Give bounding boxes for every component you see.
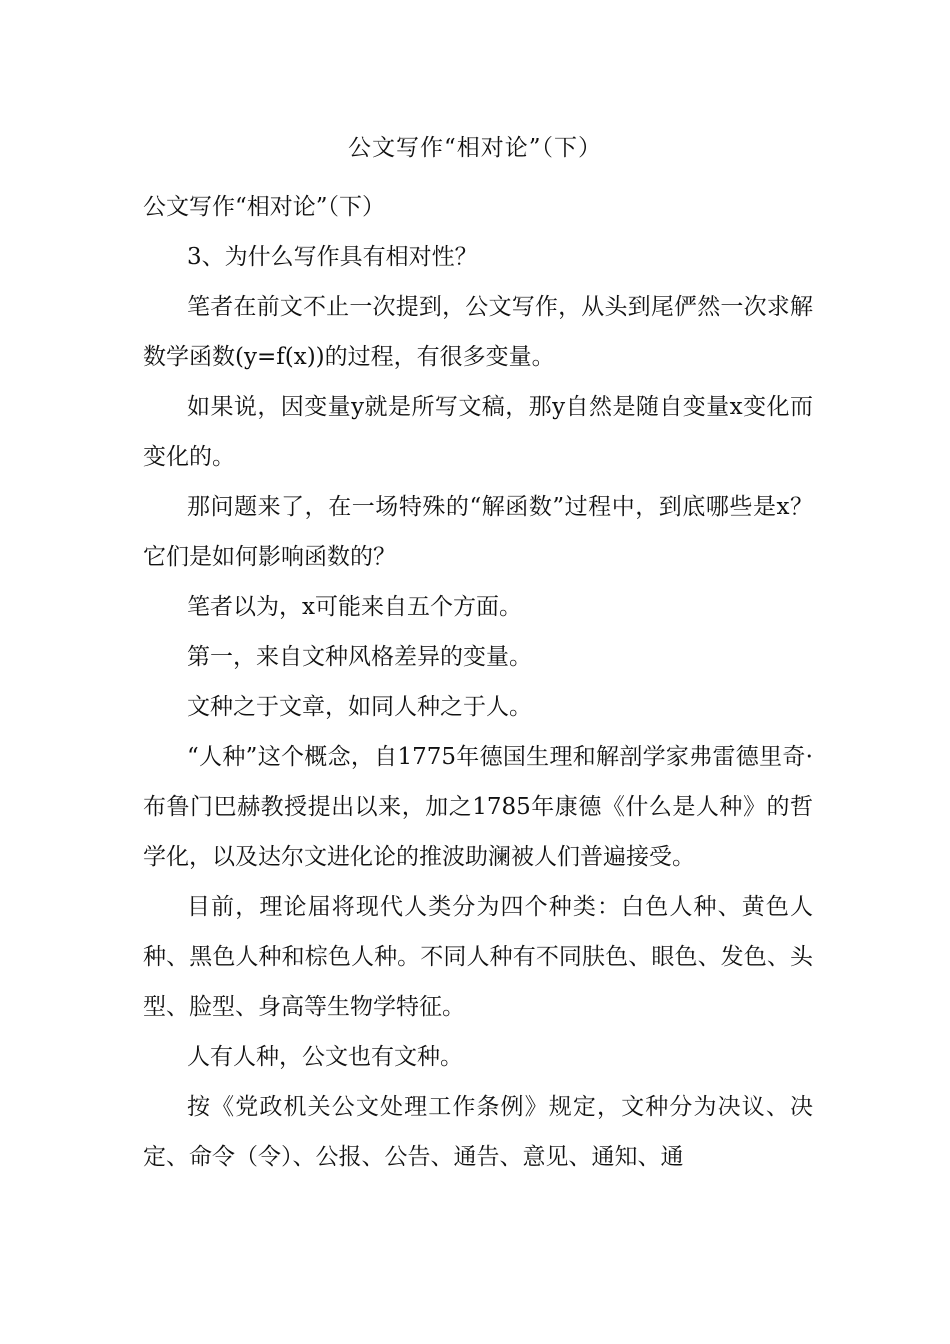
document-title: 公文写作“相对论”（下） — [347, 135, 603, 161]
paragraph: 笔者在前文不止一次提到，公文写作，从头到尾俨然一次求解数学函数(y=f(x))的过程，有很多变量。 — [143, 294, 813, 370]
paragraph: 目前，理论届将现代人类分为四个种类：白色人种、黄色人种、黑色人种和棕色人种。不同人种有不同肤色、眼色、发色、头型、脸型、身高等生物学特征。 — [143, 894, 813, 1020]
paragraph: 笔者以为，x可能来自五个方面。 — [187, 594, 522, 620]
paragraph: “人种”这个概念，自1775年德国生理和解剖学家弗雷德里奇·布鲁门巴赫教授提出以来，加之1785年康德《什么是人种》的哲学化，以及达尔文进化论的推波助澜被人们普遍接受。 — [143, 744, 813, 870]
paragraph: 3、为什么写作具有相对性？ — [187, 244, 478, 270]
document-body — [143, 182, 813, 1182]
paragraph: 那问题来了，在一场特殊的“解函数”过程中，到底哪些是x？它们是如何影响函数的？ — [143, 494, 813, 570]
paragraph: 按《党政机关公文处理工作条例》规定，文种分为决议、决定、命令（令）、公报、公告、通告、意见、通知、通 — [143, 1094, 813, 1170]
paragraph: 公文写作“相对论”（下） — [143, 194, 386, 220]
paragraph: 如果说，因变量y就是所写文稿，那y自然是随自变量x变化而变化的。 — [143, 394, 813, 470]
paragraph: 文种之于文章，如同人种之于人。 — [187, 694, 532, 720]
paragraph: 第一，来自文种风格差异的变量。 — [187, 644, 532, 670]
paragraph: 人有人种，公文也有文种。 — [187, 1044, 463, 1070]
